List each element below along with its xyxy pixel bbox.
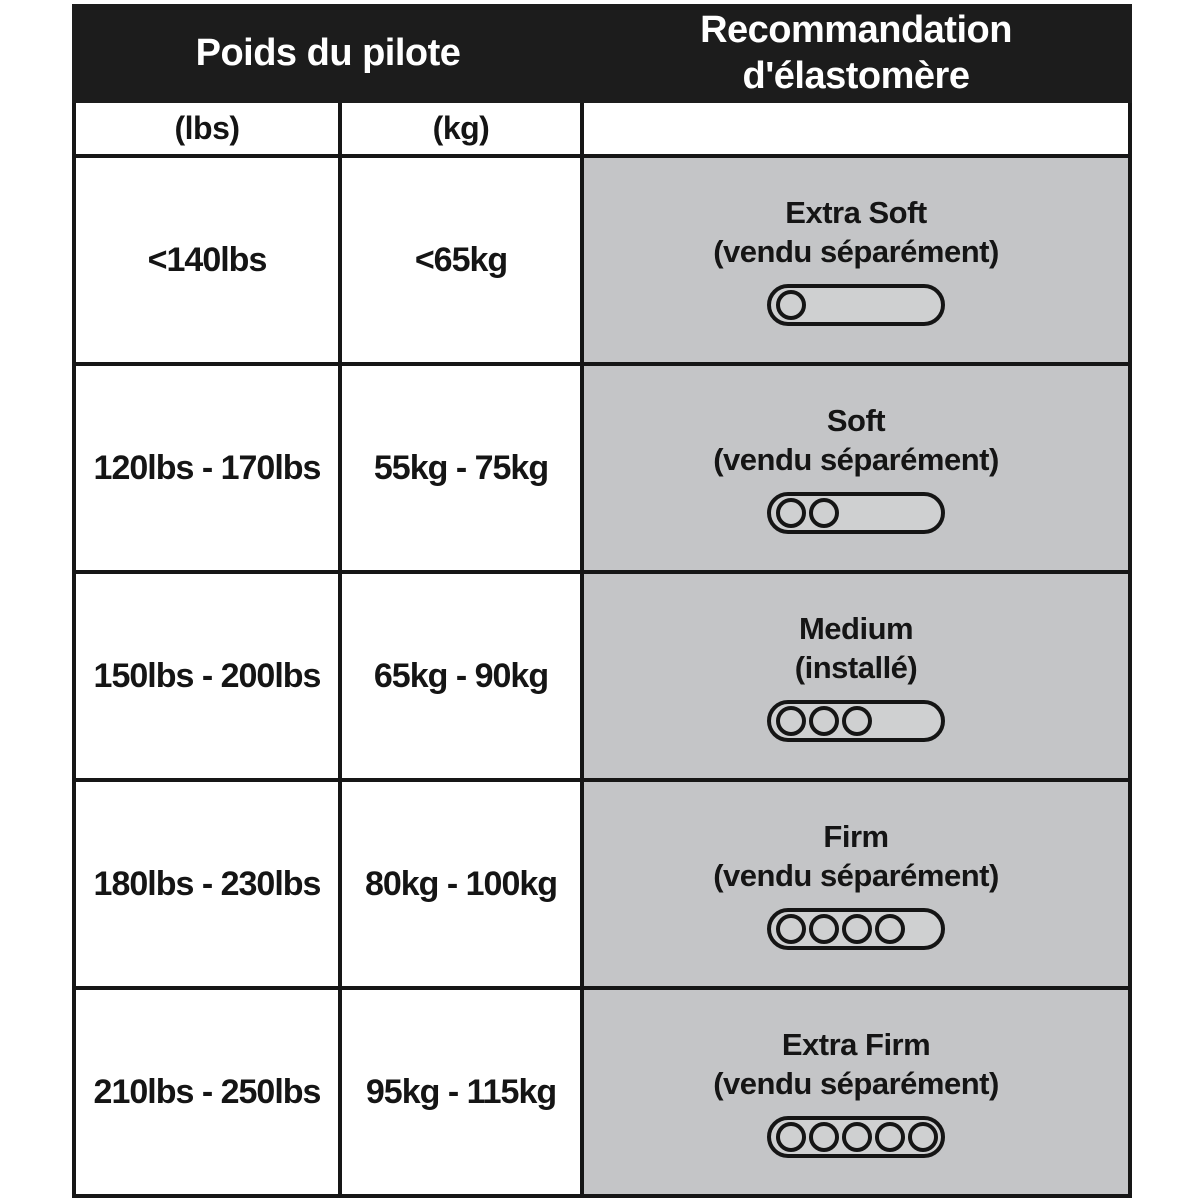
weight-kg-cell: 65kg - 90kg [340, 572, 582, 780]
elastomer-dot-icon [776, 1122, 806, 1152]
elastomer-name: Firm [823, 818, 889, 854]
availability-note: (vendu séparément) [713, 1066, 999, 1102]
elastomer-dot-icon [776, 290, 806, 320]
weight-lbs-cell: 180lbs - 230lbs [74, 780, 340, 988]
elastomer-dot-icon [842, 1122, 872, 1152]
weight-kg-cell: 55kg - 75kg [340, 364, 582, 572]
table-body [74, 156, 1130, 1196]
table-row [74, 572, 1130, 780]
recommendation-content [584, 1027, 1128, 1158]
elastomer-dot-icon [809, 706, 839, 736]
elastomer-dot-icon [776, 706, 806, 736]
weight-kg-cell: 80kg - 100kg [340, 780, 582, 988]
weight-lbs-cell: 210lbs - 250lbs [74, 988, 340, 1196]
availability-note: (vendu séparément) [713, 234, 999, 270]
elastomer-dot-icon [809, 914, 839, 944]
weight-kg-cell: <65kg [340, 156, 582, 364]
recommendation-cell [582, 364, 1130, 572]
elastomer-dot-icon [809, 1122, 839, 1152]
recommendation-content [584, 195, 1128, 326]
elastomer-dot-icon [875, 914, 905, 944]
elastomer-pill-icon [767, 908, 945, 950]
elastomer-dot-icon [776, 914, 806, 944]
recommendation-cell [582, 780, 1130, 988]
elastomer-recommendation-table [72, 4, 1132, 1198]
recommendation-header [582, 6, 1130, 101]
elastomer-pill-icon [767, 492, 945, 534]
elastomer-pill-icon [767, 284, 945, 326]
elastomer-pill-icon [767, 700, 945, 742]
table-row [74, 780, 1130, 988]
elastomer-dot-icon [908, 1122, 938, 1152]
weight-kg-cell: 95kg - 115kg [340, 988, 582, 1196]
rider-weight-header: Poids du pilote [74, 6, 582, 101]
elastomer-dot-icon [842, 914, 872, 944]
elastomer-dot-icon [842, 706, 872, 736]
elastomer-dot-icon [776, 498, 806, 528]
recommendation-content [584, 403, 1128, 534]
recommendation-cell [582, 988, 1130, 1196]
units-row [74, 101, 1130, 156]
weight-lbs-cell: 150lbs - 200lbs [74, 572, 340, 780]
elastomer-name: Medium [798, 610, 914, 646]
table-row [74, 364, 1130, 572]
table-row [74, 156, 1130, 364]
elastomer-name: Soft [826, 402, 886, 438]
elastomer-pill-icon [767, 1116, 945, 1158]
lbs-unit-label: (lbs) [74, 101, 340, 156]
table-row [74, 988, 1130, 1196]
recommendation-unit-spacer [582, 101, 1130, 156]
elastomer-dot-icon [875, 1122, 905, 1152]
availability-note: (vendu séparément) [713, 858, 999, 894]
elastomer-name: Extra Firm [781, 1026, 931, 1062]
availability-note: (installé) [794, 650, 918, 686]
elastomer-dot-icon [809, 498, 839, 528]
elastomer-name: Extra Soft [785, 194, 927, 230]
weight-lbs-cell: 120lbs - 170lbs [74, 364, 340, 572]
recommendation-content [584, 819, 1128, 950]
weight-lbs-cell: <140lbs [74, 156, 340, 364]
availability-note: (vendu séparément) [713, 442, 999, 478]
recommendation-header-label: Recommandation d'élastomère [700, 9, 1012, 97]
table-header-row [74, 6, 1130, 101]
kg-unit-label: (kg) [340, 101, 582, 156]
recommendation-cell [582, 572, 1130, 780]
recommendation-content [584, 611, 1128, 742]
recommendation-cell [582, 156, 1130, 364]
